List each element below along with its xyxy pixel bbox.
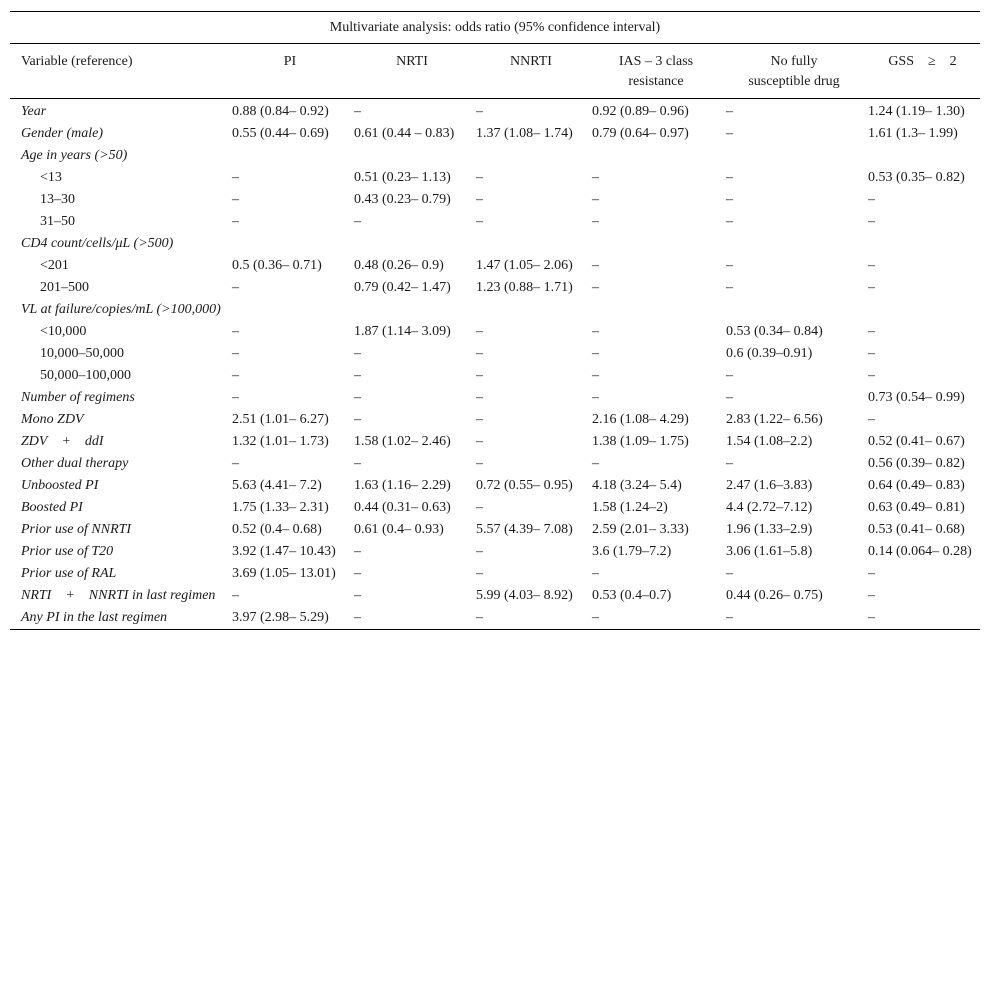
cell-pi: – <box>232 280 239 295</box>
cell-ias <box>589 233 723 255</box>
cell-nofully: – <box>726 610 733 625</box>
cell-nofully: 2.83 (1.22– 6.56) <box>726 412 823 427</box>
cell-nnrti: – <box>476 170 483 185</box>
table-row <box>10 409 980 431</box>
cell-gss: – <box>868 280 875 295</box>
cell-pi: 5.63 (4.41– 7.2) <box>232 478 322 493</box>
table-row <box>10 167 980 189</box>
row-label: <13 <box>40 170 62 185</box>
cell-ias: 1.38 (1.09– 1.75) <box>592 434 689 449</box>
row-label: VL at failure/copies/mL (>100,000) <box>21 302 221 317</box>
cell-pi: 0.5 (0.36– 0.71) <box>232 258 322 273</box>
cell-gss: – <box>868 324 875 339</box>
cell-gss: – <box>868 214 875 229</box>
row-label: Boosted PI <box>21 500 83 515</box>
cell-gss <box>865 145 980 167</box>
table-row <box>10 123 980 145</box>
cell-nofully: 1.96 (1.33–2.9) <box>726 522 813 537</box>
cell-ias: 0.79 (0.64– 0.97) <box>592 126 689 141</box>
cell-nrti: – <box>354 104 361 119</box>
cell-nofully: 4.4 (2.72–7.12) <box>726 500 813 515</box>
cell-gss: – <box>868 588 875 603</box>
table-row <box>10 299 980 321</box>
cell-nrti: – <box>354 456 361 471</box>
cell-pi: – <box>232 170 239 185</box>
cell-nnrti: – <box>476 324 483 339</box>
cell-ias: – <box>592 346 599 361</box>
table-row <box>10 255 980 277</box>
header-ias <box>589 44 723 98</box>
cell-ias: – <box>592 456 599 471</box>
cell-pi: – <box>232 214 239 229</box>
cell-pi: 0.52 (0.4– 0.68) <box>232 522 322 537</box>
cell-gss: – <box>868 368 875 383</box>
header-ias-line1: IAS – 3 class <box>618 54 694 69</box>
cell-pi: – <box>232 390 239 405</box>
cell-nrti: – <box>354 346 361 361</box>
cell-gss: 1.24 (1.19– 1.30) <box>868 104 965 119</box>
cell-nrti <box>351 233 473 255</box>
cell-pi: 1.32 (1.01– 1.73) <box>232 434 329 449</box>
cell-nrti: 0.51 (0.23– 1.13) <box>354 170 451 185</box>
header-nrti: NRTI <box>396 54 428 69</box>
cell-nrti: – <box>354 566 361 581</box>
cell-ias <box>589 145 723 167</box>
cell-nrti: 1.58 (1.02– 2.46) <box>354 434 451 449</box>
cell-gss: 0.14 (0.064– 0.28) <box>868 544 972 559</box>
cell-gss: 0.53 (0.41– 0.68) <box>868 522 965 537</box>
cell-nnrti: 1.47 (1.05– 2.06) <box>476 258 573 273</box>
cell-pi: 3.97 (2.98– 5.29) <box>232 610 329 625</box>
cell-pi: – <box>232 368 239 383</box>
cell-nofully: – <box>726 192 733 207</box>
cell-nnrti: 5.99 (4.03– 8.92) <box>476 588 573 603</box>
cell-pi <box>229 299 351 321</box>
table-row <box>10 343 980 365</box>
cell-nofully: 0.44 (0.26– 0.75) <box>726 588 823 603</box>
cell-nnrti: 0.72 (0.55– 0.95) <box>476 478 573 493</box>
cell-pi: – <box>232 346 239 361</box>
header-nofully-line1: No fully <box>770 54 818 69</box>
cell-pi <box>229 145 351 167</box>
cell-nnrti <box>473 233 589 255</box>
cell-nnrti <box>473 145 589 167</box>
table-row <box>10 387 980 409</box>
cell-nofully: – <box>726 170 733 185</box>
cell-gss: 0.52 (0.41– 0.67) <box>868 434 965 449</box>
cell-ias: – <box>592 610 599 625</box>
cell-gss: – <box>868 192 875 207</box>
header-variable: Variable (reference) <box>21 54 133 69</box>
table-body <box>10 99 980 629</box>
row-label: 10,000–50,000 <box>40 346 124 361</box>
row-label: CD4 count/cells/μL (>500) <box>21 236 174 251</box>
row-label: 201–500 <box>40 280 89 295</box>
table-row <box>10 277 980 299</box>
cell-nnrti: – <box>476 412 483 427</box>
cell-nrti: 0.48 (0.26– 0.9) <box>354 258 444 273</box>
cell-nofully <box>723 145 865 167</box>
cell-pi: – <box>232 324 239 339</box>
header-nofully <box>723 44 865 98</box>
cell-gss: 0.63 (0.49– 0.81) <box>868 500 965 515</box>
table-row <box>10 475 980 497</box>
data-table <box>10 44 980 629</box>
cell-gss <box>865 299 980 321</box>
row-label: Other dual therapy <box>21 456 129 471</box>
cell-nofully: – <box>726 214 733 229</box>
header-nofully-line2: susceptible drug <box>748 74 840 89</box>
table-row <box>10 563 980 585</box>
cell-nrti: – <box>354 544 361 559</box>
table-row <box>10 519 980 541</box>
table-row <box>10 585 980 607</box>
cell-nnrti: – <box>476 346 483 361</box>
cell-pi: – <box>232 192 239 207</box>
cell-gss <box>865 233 980 255</box>
cell-nnrti: 5.57 (4.39– 7.08) <box>476 522 573 537</box>
cell-ias: 2.16 (1.08– 4.29) <box>592 412 689 427</box>
row-label: <201 <box>40 258 69 273</box>
odds-ratio-table <box>10 11 980 630</box>
cell-nrti: 1.87 (1.14– 3.09) <box>354 324 451 339</box>
cell-nrti: – <box>354 610 361 625</box>
cell-nofully: – <box>726 390 733 405</box>
table-row <box>10 453 980 475</box>
cell-pi: 3.69 (1.05– 13.01) <box>232 566 336 581</box>
cell-ias: – <box>592 566 599 581</box>
row-label: NRTI + NNRTI in last regimen <box>21 588 216 603</box>
row-label: Any PI in the last regimen <box>21 610 168 625</box>
row-label: Gender (male) <box>21 126 104 141</box>
cell-nrti: 0.44 (0.31– 0.63) <box>354 500 451 515</box>
cell-ias: 2.59 (2.01– 3.33) <box>592 522 689 537</box>
cell-nrti: – <box>354 368 361 383</box>
cell-nrti <box>351 145 473 167</box>
table-header <box>10 44 980 99</box>
cell-gss: – <box>868 258 875 273</box>
cell-nrti <box>351 299 473 321</box>
cell-nofully: – <box>726 368 733 383</box>
cell-nofully: 0.6 (0.39–0.91) <box>726 346 813 361</box>
row-label: Year <box>21 104 47 119</box>
table-caption: Multivariate analysis: odds ratio (95% confidence interval) <box>329 20 661 35</box>
cell-nrti: – <box>354 412 361 427</box>
cell-nrti: 0.61 (0.4– 0.93) <box>354 522 444 537</box>
cell-ias: – <box>592 324 599 339</box>
cell-pi: – <box>232 588 239 603</box>
cell-nnrti: – <box>476 192 483 207</box>
cell-nofully: 3.06 (1.61–5.8) <box>726 544 813 559</box>
cell-pi: – <box>232 456 239 471</box>
row-label: Mono ZDV <box>21 412 84 427</box>
row-label: 31–50 <box>40 214 75 229</box>
row-label: Prior use of RAL <box>21 566 117 581</box>
cell-nnrti: – <box>476 368 483 383</box>
cell-nofully: 2.47 (1.6–3.83) <box>726 478 813 493</box>
cell-pi: 2.51 (1.01– 6.27) <box>232 412 329 427</box>
table-row <box>10 431 980 453</box>
cell-nofully: 0.53 (0.34– 0.84) <box>726 324 823 339</box>
cell-pi: 1.75 (1.33– 2.31) <box>232 500 329 515</box>
table-row <box>10 541 980 563</box>
header-gss: GSS ≥ 2 <box>888 54 957 69</box>
header-ias-line2: resistance <box>628 74 684 89</box>
cell-gss: – <box>868 412 875 427</box>
row-label: Prior use of NNRTI <box>21 522 132 537</box>
table-row <box>10 189 980 211</box>
cell-nrti: 0.61 (0.44 – 0.83) <box>354 126 455 141</box>
row-label: Unboosted PI <box>21 478 99 493</box>
cell-ias: 4.18 (3.24– 5.4) <box>592 478 682 493</box>
row-label: Number of regimens <box>21 390 135 405</box>
row-label: Age in years (>50) <box>21 148 128 163</box>
row-label: <10,000 <box>40 324 87 339</box>
cell-ias: – <box>592 280 599 295</box>
cell-nrti: – <box>354 214 361 229</box>
cell-ias: 0.92 (0.89– 0.96) <box>592 104 689 119</box>
cell-nnrti <box>473 299 589 321</box>
cell-pi: 0.88 (0.84– 0.92) <box>232 104 329 119</box>
cell-nnrti: – <box>476 104 483 119</box>
cell-ias: 0.53 (0.4–0.7) <box>592 588 672 603</box>
cell-nofully <box>723 299 865 321</box>
cell-ias: – <box>592 192 599 207</box>
cell-nnrti: 1.23 (0.88– 1.71) <box>476 280 573 295</box>
cell-gss: 0.64 (0.49– 0.83) <box>868 478 965 493</box>
cell-gss: – <box>868 346 875 361</box>
cell-ias: – <box>592 214 599 229</box>
row-label: ZDV + ddI <box>21 434 104 449</box>
cell-nofully: – <box>726 456 733 471</box>
header-nnrti: NNRTI <box>510 54 552 69</box>
cell-gss: – <box>868 566 875 581</box>
cell-ias: – <box>592 368 599 383</box>
cell-ias: 3.6 (1.79–7.2) <box>592 544 672 559</box>
cell-gss: – <box>868 610 875 625</box>
cell-pi: 0.55 (0.44– 0.69) <box>232 126 329 141</box>
table-row <box>10 99 980 123</box>
header-pi: PI <box>283 54 297 69</box>
cell-nnrti: – <box>476 390 483 405</box>
cell-nnrti: – <box>476 544 483 559</box>
cell-nnrti: – <box>476 500 483 515</box>
row-label: 13–30 <box>40 192 75 207</box>
table-row <box>10 233 980 255</box>
cell-nofully: – <box>726 258 733 273</box>
cell-ias: 1.58 (1.24–2) <box>592 500 668 515</box>
table-row <box>10 321 980 343</box>
table-row <box>10 607 980 629</box>
cell-ias <box>589 299 723 321</box>
cell-nofully: – <box>726 104 733 119</box>
cell-nofully: – <box>726 280 733 295</box>
cell-nnrti: – <box>476 566 483 581</box>
cell-gss: 0.73 (0.54– 0.99) <box>868 390 965 405</box>
cell-ias: – <box>592 170 599 185</box>
cell-nofully: 1.54 (1.08–2.2) <box>726 434 813 449</box>
cell-nofully: – <box>726 566 733 581</box>
cell-gss: 1.61 (1.3– 1.99) <box>868 126 958 141</box>
cell-gss: 0.53 (0.35– 0.82) <box>868 170 965 185</box>
cell-nrti: 0.43 (0.23– 0.79) <box>354 192 451 207</box>
cell-nrti: 1.63 (1.16– 2.29) <box>354 478 451 493</box>
cell-ias: – <box>592 390 599 405</box>
cell-nnrti: – <box>476 214 483 229</box>
cell-nofully: – <box>726 126 733 141</box>
table-row <box>10 211 980 233</box>
table-row <box>10 497 980 519</box>
row-label: Prior use of T20 <box>21 544 114 559</box>
cell-nofully <box>723 233 865 255</box>
cell-nnrti: – <box>476 434 483 449</box>
table-row <box>10 145 980 167</box>
cell-nrti: – <box>354 588 361 603</box>
cell-nrti: 0.79 (0.42– 1.47) <box>354 280 451 295</box>
cell-ias: – <box>592 258 599 273</box>
cell-nnrti: – <box>476 610 483 625</box>
cell-nrti: – <box>354 390 361 405</box>
cell-pi <box>229 233 351 255</box>
table-row <box>10 365 980 387</box>
bottom-rule <box>10 629 980 630</box>
cell-gss: 0.56 (0.39– 0.82) <box>868 456 965 471</box>
cell-nnrti: 1.37 (1.08– 1.74) <box>476 126 573 141</box>
row-label: 50,000–100,000 <box>40 368 131 383</box>
cell-pi: 3.92 (1.47– 10.43) <box>232 544 336 559</box>
cell-nnrti: – <box>476 456 483 471</box>
